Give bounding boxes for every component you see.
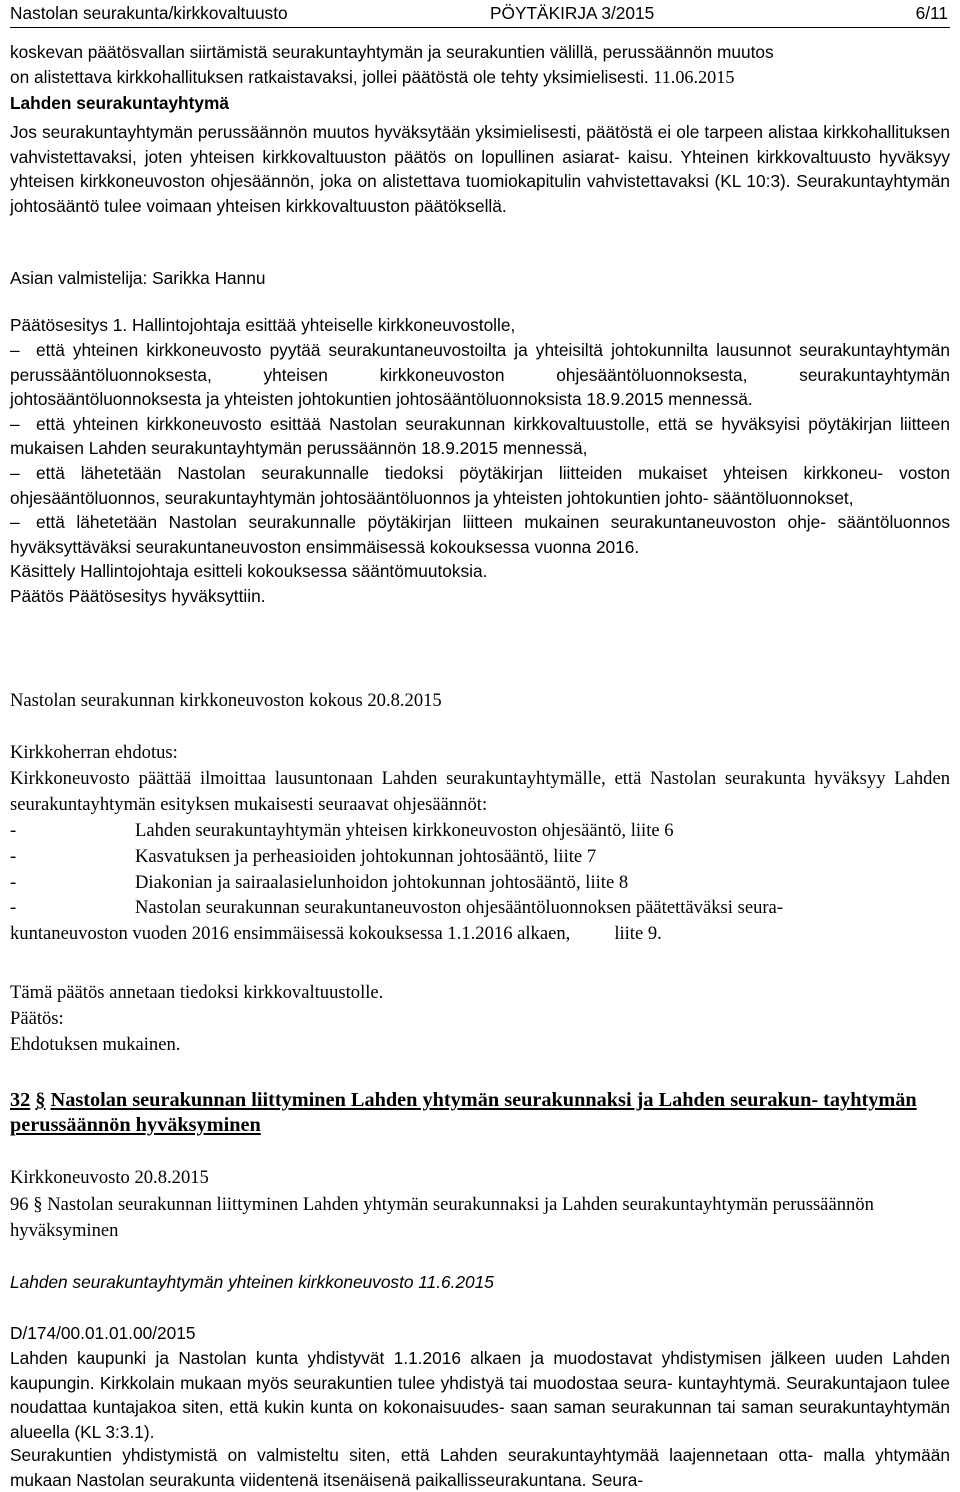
dash-marker: - [10,897,17,919]
proposal-intro: Päätösesitys 1. Hallintojohtaja esittää yhteiselle kirkkoneuvostolle, [10,315,516,335]
section-title: Nastolan seurakunnan liittyminen Lahden yhtymän seurakunnaksi ja Lahden seurakun- tayhtymän perussäännön hyväksyminen [10,1089,917,1136]
diary-number: D/174/00.01.01.00/2015 [10,1323,196,1343]
closing-paragraph-1: Lahden kaupunki ja Nastolan kunta yhdistyvät 1.1.2016 alkaen ja muodostavat yhdistymisen jälkeen uuden Lahden kaupungin. Kirkkolain mukaan myös seurakuntien tulee yhdistyä tai muodostaa seura- kuntayhtymä. Seurakuntajaon tulee noudattaa kuntajakoa siten, että kukin kunta on kokonaisuudes- saan saman seurakunnan tai saman seurakuntayhtymän alueella (KL 3:3.1). [10,1348,950,1442]
notice-line: Tämä päätös annetaan tiedoksi kirkkovaltuustolle. [10,982,384,1003]
dash-marker: – [10,512,20,533]
header-organization: Nastolan seurakunta/kirkkovaltuusto [10,3,288,23]
vicar-list-item-2 [10,844,950,870]
intro-line-1: koskevan päätösvallan siirtämistä seurakuntayhtymän ja seurakuntien välillä, perussäännön muutos [10,42,774,62]
vicar-title: Kirkkoherran ehdotus: [10,742,178,763]
decision-line: Päätös Päätösesitys hyväksyttiin. [10,585,266,606]
intro-paragraph [10,40,950,90]
vicar-list-item-4 [10,895,950,921]
vicar-list-item-text: Diakonian ja sairaalasielunhoidon johtokunnan johtosääntö, liite 8 [135,871,629,893]
vicar-list-item-text: Kasvatuksen ja perheasioiden johtokunnan johtosääntö, liite 7 [135,845,597,867]
vicar-list-item-text: kuntaneuvoston vuoden 2016 ensimmäisessä kokouksessa 1.1.2016 alkaen, [10,923,571,945]
decision-label: Päätös: [10,1008,64,1029]
vicar-list-item-4-continued [10,921,950,947]
section-number: 32 [10,1089,31,1111]
proposal-item-text: että yhteinen kirkkoneuvosto esittää Nastolan seurakunnan kirkkovaltuustolle, että se hyväksyisi pöytäkirjan liitteen mukaisen Lahden seurakuntayhtymän perussäännön 18.9.2015 mennessä, [10,413,950,459]
page-header [10,1,950,28]
dash-marker: – [10,413,20,434]
attachment-reference: liite 9. [614,923,662,945]
vicar-list-item-text: Nastolan seurakunnan seurakuntaneuvoston ohjesääntöluonnoksen päätettäväksi seura- [135,897,784,919]
preparer-line: Asian valmistelija: Sarikka Hannu [10,268,266,288]
proposal-item-text: että yhteinen kirkkoneuvosto pyytää seurakuntaneuvostoilta ja yhteisiltä johtokunnilta lausunnot seurakuntayhtymän perussääntöluonnoksesta, yhteisen kirkkoneuvoston ohjesääntöluonnoksesta, seurakuntayhtymän johtosääntöluonnoksesta ja yhteisten johtokuntien johtosääntöluonnoksista 18.9.2015 mennessä. [10,340,950,410]
lahden-heading: Lahden seurakuntayhtymä [10,93,229,113]
proposal-item-1 [10,338,950,412]
vicar-text: Kirkkoneuvosto päättää ilmoittaa lausuntonaan Lahden seurakuntayhtymälle, että Nastolan seurakunta hyväksyy Lahden seurakuntayhtymän esityksen mukaisesti seuraavat ohjesäännöt: [10,768,950,815]
council-meeting-heading: Nastolan seurakunnan kirkkoneuvoston kokous 20.8.2015 [10,690,442,711]
vicar-list-item-1 [10,818,950,844]
lahden-paragraph: Jos seurakuntayhtymän perussäännön muutos hyväksytään yksimielisesti, päätöstä ei ole tarpeen alistaa kirkkohallituksen vahvistettavaksi, joten yhteisen kirkkovaltuuston päätös on lopullinen asiarat- kaisu. Yhteinen kirkkovaltuusto hyväksyy yhteisen kirkkoneuvoston ohjesäännön, joka on alistettava tuomiokapitulin vahvistettavaksi (KL 10:3). Seurakuntayhtymän johtosääntö tulee voimaan yhteisen kirkkovaltuuston päätöksellä. [10,122,950,216]
dash-marker: – [10,340,20,360]
proposal-list [10,338,950,609]
paragraph-number: 96 [10,1194,29,1215]
proposal-item-4 [10,510,950,559]
dash-marker: - [10,845,17,867]
section-heading [10,1088,950,1138]
proposal-item-text: että lähetetään Nastolan seurakunnalle pöytäkirjan liitteen mukainen seurakuntaneuvoston ohje- sääntöluonnos hyväksyttäväksi seurakuntaneuvoston ensimmäisessä kokouksessa vuonna 2016. [10,512,950,557]
intro-date: 11.06.2015 [648,66,735,87]
vicar-list [10,818,950,947]
intro-line-2 [10,65,950,91]
proposal-item-3 [10,461,950,510]
vicar-list-item-3 [10,870,950,896]
closing-paragraph-2: Seurakuntien yhdistymistä on valmisteltu siten, että Lahden seurakuntayhtymää laajennetaan otta- malla yhtymään mukaan Nastolan seurakunta viidentenä itsenäisenä paikallisseurakuntana. Seura- [10,1445,950,1490]
kirkkoneuvosto-paragraph [10,1192,950,1244]
dash-marker: – [10,462,20,483]
proposal-item-2 [10,412,950,461]
handling-line: Käsittely Hallintojohtaja esitteli kokouksessa sääntömuutoksia. [10,561,488,582]
header-page-number: 6/11 [915,3,948,23]
section-symbol: § [35,1089,46,1111]
dash-marker: - [10,871,17,893]
proposal-item-text: että lähetetään Nastolan seurakunnalle tiedoksi pöytäkirjan liitteiden mukaiset yhteisen kirkkoneu- voston ohjesääntöluonnos, seurakuntayhtymän johtosääntöluonnos ja yhteisten johtokuntien johto- sääntöluonnokset, [10,462,950,508]
lahden-meeting-line: Lahden seurakuntayhtymän yhteinen kirkkoneuvosto 11.6.2015 [10,1272,494,1292]
intro-line-2-text: on alistettava kirkkohallituksen ratkaistavaksi, jollei päätöstä ole tehty yksimielisesti. [10,66,649,87]
vicar-list-item-text: Lahden seurakuntayhtymän yhteisen kirkkoneuvoston ohjesääntö, liite 6 [135,820,674,841]
kirkkoneuvosto-date: Kirkkoneuvosto 20.8.2015 [10,1167,209,1188]
header-document-title: PÖYTÄKIRJA 3/2015 [490,3,655,23]
paragraph-symbol: § [33,1194,43,1215]
paragraph-title: Nastolan seurakunnan liittyminen Lahden yhtymän seurakunnaksi ja Lahden seurakuntayhtymän perussäännön hyväksyminen [10,1194,874,1241]
dash-marker: - [10,820,17,841]
decision-text: Ehdotuksen mukainen. [10,1034,181,1055]
